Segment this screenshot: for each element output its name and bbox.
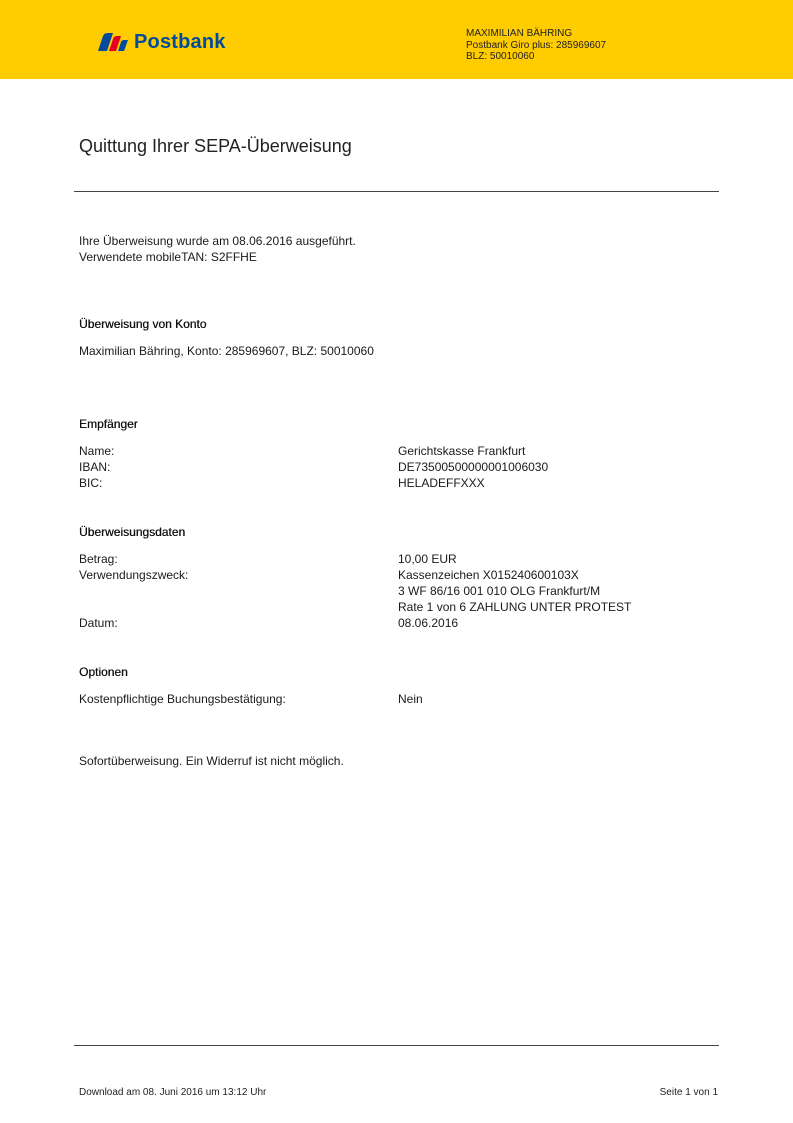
purpose-line-2: 3 WF 86/16 001 010 OLG Frankfurt/M — [398, 584, 601, 598]
recipient-iban-value: DE73500500000001006030 — [398, 460, 549, 474]
instant-transfer-note: Sofortüberweisung. Ein Widerruf ist nicht möglich. — [79, 754, 344, 768]
amount-value: 10,00 EUR — [398, 552, 457, 566]
purpose-line-3: Rate 1 von 6 ZAHLUNG UNTER PROTEST — [398, 600, 632, 614]
account-holder: MAXIMILIAN BÄHRING — [466, 28, 573, 39]
intro-executed-text: Ihre Überweisung wurde am 08.06.2016 ausgeführt. — [79, 234, 356, 248]
date-value: 08.06.2016 — [398, 616, 459, 630]
date-label: Datum: — [79, 616, 118, 630]
account-blz: BLZ: 50010060 — [466, 51, 535, 62]
header-bar — [0, 0, 793, 79]
from-account-text: Maximilian Bähring, Konto: 285969607, BLZ: 50010060 — [79, 344, 374, 358]
recipient-iban-label: IBAN: — [79, 460, 111, 474]
transfer-data-heading: Überweisungsdaten — [79, 525, 186, 539]
purpose-line-1: Kassenzeichen X015240600103X — [398, 568, 579, 582]
from-account-heading: Überweisung von Konto — [79, 317, 207, 331]
recipient-name-value: Gerichtskasse Frankfurt — [398, 444, 526, 458]
bottom-divider — [74, 1045, 719, 1046]
recipient-name-label: Name: — [79, 444, 115, 458]
recipient-bic-label: BIC: — [79, 476, 103, 490]
options-heading: Optionen — [79, 665, 128, 679]
top-divider — [74, 191, 719, 192]
account-info — [466, 28, 606, 63]
postbank-logo-icon — [96, 32, 130, 52]
booking-confirmation-value: Nein — [398, 692, 423, 706]
page-title: Quittung Ihrer SEPA-Überweisung — [79, 136, 352, 156]
page-number: Seite 1 von 1 — [659, 1087, 718, 1098]
logo-wordmark: Postbank — [134, 31, 226, 53]
account-product: Postbank Giro plus: 285969607 — [466, 39, 607, 51]
amount-label: Betrag: — [79, 552, 118, 566]
intro-tan-text: Verwendete mobileTAN: S2FFHE — [79, 250, 257, 264]
download-timestamp: Download am 08. Juni 2016 um 13:12 Uhr — [79, 1087, 267, 1098]
recipient-bic-value: HELADEFFXXX — [398, 476, 485, 490]
recipient-heading: Empfänger — [79, 417, 138, 431]
purpose-label: Verwendungszweck: — [79, 568, 189, 582]
booking-confirmation-label: Kostenpflichtige Buchungsbestätigung: — [79, 692, 286, 706]
